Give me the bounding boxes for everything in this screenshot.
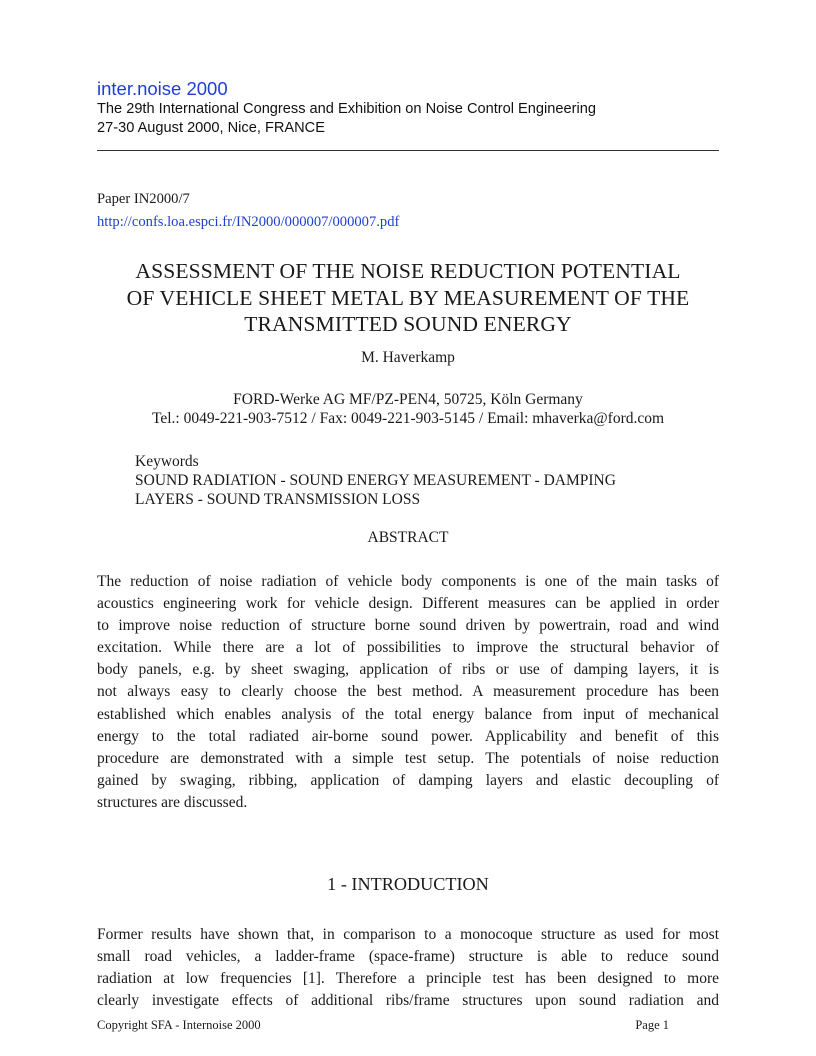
abstract-line: procedure are demonstrated with a simple test setup. The potentials of noise reduction [97, 749, 719, 767]
abstract-line: gained by swaging, ribbing, application of damping layers and elastic decoupling of [97, 771, 719, 789]
keywords-line: LAYERS - SOUND TRANSMISSION LOSS [135, 491, 421, 508]
introduction-line: small road vehicles, a ladder-frame (space-frame) structure is able to reduce sound [97, 948, 719, 966]
author-name: M. Haverkamp [361, 349, 455, 366]
abstract-line: The reduction of noise radiation of vehicle body components is one of the main tasks of [97, 573, 719, 590]
abstract-line: excitation. While there are a lot of possibilities to improve the structural behavior of [97, 639, 719, 657]
abstract-body [97, 571, 719, 814]
introduction-body [97, 924, 719, 1012]
section-heading-introduction: 1 - INTRODUCTION [327, 874, 489, 894]
paper-title [97, 258, 719, 338]
footer-page-number: Page 1 [635, 1018, 669, 1032]
abstract-line: to improve noise reduction of structure borne sound driven by powertrain, road and wind [97, 617, 719, 635]
header-divider [97, 150, 719, 151]
paper-title-line: TRANSMITTED SOUND ENERGY [244, 312, 572, 336]
introduction-line: clearly investigate effects of additional ribs/frame structures upon sound radiation and [97, 992, 719, 1010]
paper-page [97, 0, 719, 1056]
abstract-heading: ABSTRACT [367, 529, 449, 546]
abstract-line: body panels, e.g. by sheet swaging, application of ribs or use of damping layers, it is [97, 661, 719, 679]
abstract-line: energy to the total radiated air-borne sound power. Applicability and benefit of this [97, 727, 719, 745]
author-affiliation: FORD-Werke AG MF/PZ-PEN4, 50725, Köln Germany [233, 391, 583, 408]
keywords-label: Keywords [135, 453, 199, 470]
paper-id: Paper IN2000/7 [97, 191, 190, 207]
keywords-line: SOUND RADIATION - SOUND ENERGY MEASUREMENT - DAMPING [135, 472, 616, 489]
abstract-line: acoustics engineering work for vehicle design. Different measures can be applied in order [97, 595, 719, 613]
keywords-block [135, 452, 695, 509]
paper-url-link[interactable]: http://confs.loa.espci.fr/IN2000/000007/000007.pdf [97, 214, 400, 230]
conference-subtitle: The 29th International Congress and Exhibition on Noise Control Engineering [97, 101, 596, 117]
abstract-line: structures are discussed. [97, 793, 248, 811]
introduction-line: radiation at low frequencies [1]. Therefore a principle test has been designed to more [97, 970, 719, 988]
conference-date-location: 27-30 August 2000, Nice, FRANCE [97, 120, 325, 136]
introduction-line: Former results have shown that, in comparison to a monocoque structure as used for most [97, 926, 719, 943]
conference-name: inter.noise 2000 [97, 78, 228, 99]
paper-title-line: OF VEHICLE SHEET METAL BY MEASUREMENT OF THE [126, 285, 690, 310]
footer-copyright: Copyright SFA - Internoise 2000 [97, 1018, 261, 1032]
paper-title-line: ASSESSMENT OF THE NOISE REDUCTION POTENTIAL [135, 259, 681, 283]
abstract-line: established which enables analysis of the total energy balance from input of mechanical [97, 705, 719, 723]
abstract-line: not always easy to clearly choose the best method. A measurement procedure has been [97, 683, 719, 701]
author-contact: Tel.: 0049-221-903-7512 / Fax: 0049-221-903-5145 / Email: mhaverka@ford.com [151, 410, 665, 427]
